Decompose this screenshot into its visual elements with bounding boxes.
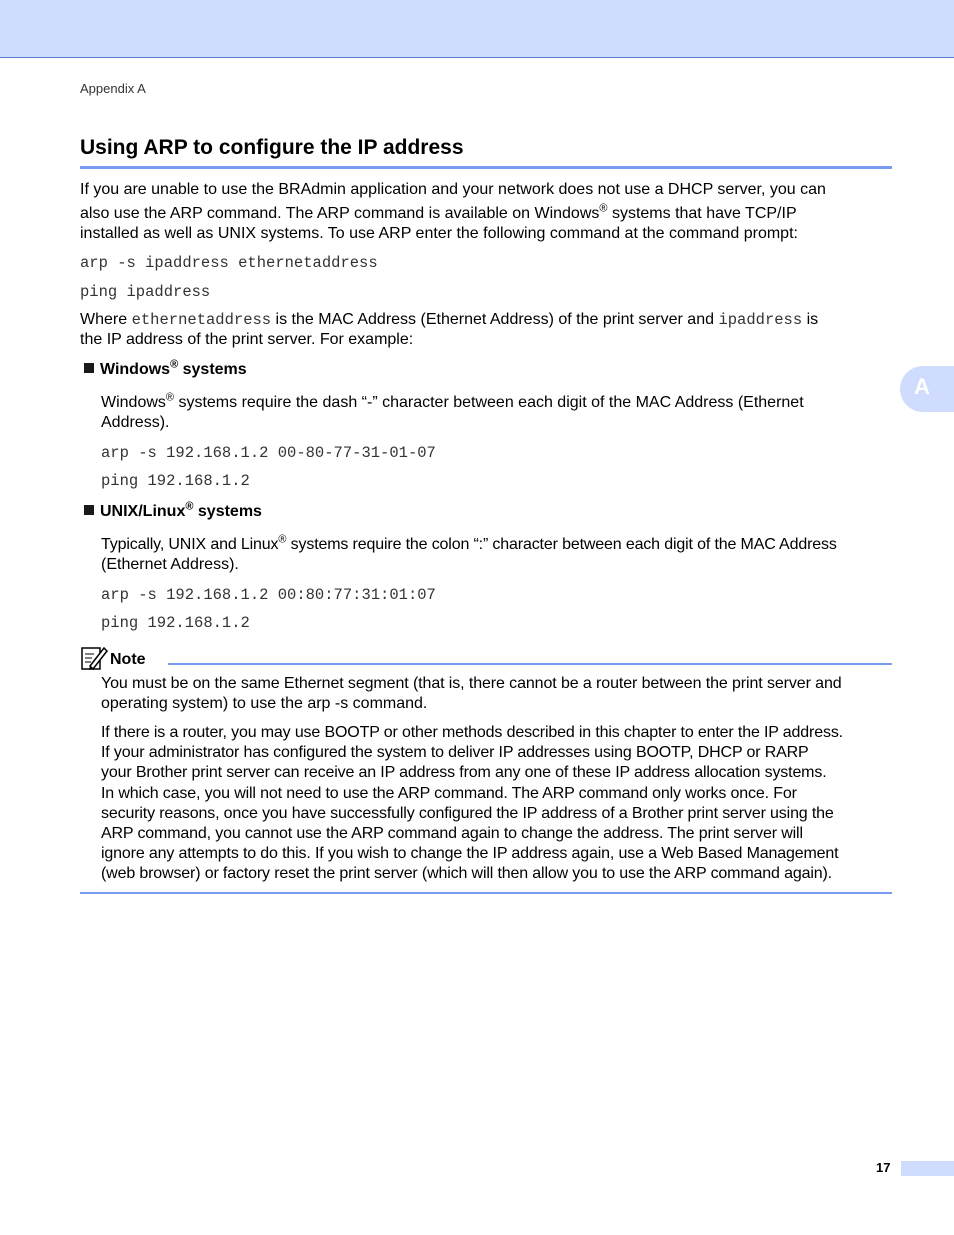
registered-mark: ® — [599, 202, 608, 215]
note-line: (web browser) or factory reset the print server (which will then allow you to use the ARP command again). — [101, 865, 832, 883]
windows-paragraph — [101, 393, 901, 433]
note-line: ignore any attempts to do this. If you wish to change the IP address again, use a Web Based Management — [101, 845, 839, 863]
heading-text: systems — [193, 503, 262, 520]
code-ping-generic: ping ipaddress — [80, 283, 211, 301]
heading-text: UNIX/Linux — [100, 503, 186, 520]
note-line: security reasons, once you have successfully configured the IP address of a Brother print server using the — [101, 804, 834, 822]
header-band — [0, 0, 954, 58]
unix-text: Typically, UNIX and Linux — [101, 536, 279, 553]
note-line: You must be on the same Ethernet segment (that is, there cannot be a router between the print server and — [101, 675, 842, 692]
code-arp-generic: arp -s ipaddress ethernetaddress — [80, 254, 378, 272]
unix-line-1 — [101, 535, 901, 555]
ipaddress-term: ipaddress — [718, 311, 803, 329]
section-title: Using ARP to configure the IP address — [80, 136, 464, 159]
code-ping-unix: ping 192.168.1.2 — [101, 614, 250, 632]
intro-text: also use the ARP command. The ARP command is available on Windows — [80, 205, 600, 223]
code-ping-windows: ping 192.168.1.2 — [101, 472, 250, 490]
unix-paragraph — [101, 535, 901, 575]
side-tab-letter: A — [914, 374, 930, 399]
bullet-square-icon — [84, 505, 94, 515]
windows-text: Windows — [101, 394, 166, 411]
note-rule — [168, 663, 892, 665]
registered-mark: ® — [278, 533, 287, 546]
note-line: your Brother print server can receive an IP address from any one of these IP address allocation systems. — [101, 764, 827, 782]
page-number-tab — [901, 1161, 954, 1176]
where-line-2: the IP address of the print server. For example: — [80, 331, 414, 349]
running-head: Appendix A — [80, 81, 146, 96]
code-arp-unix: arp -s 192.168.1.2 00:80:77:31:01:07 — [101, 586, 436, 604]
appendix-side-tab — [900, 366, 954, 412]
unix-text: systems require the colon “:” character between each digit of the MAC Address — [286, 536, 837, 553]
where-text: is — [802, 311, 819, 328]
code-arp-windows: arp -s 192.168.1.2 00-80-77-31-01-07 — [101, 444, 436, 462]
windows-heading — [84, 358, 247, 379]
where-paragraph — [80, 310, 900, 350]
registered-mark: ® — [185, 500, 194, 513]
where-text: is the MAC Address (Ethernet Address) of the print server and — [271, 311, 719, 328]
note-pencil-icon — [80, 645, 108, 671]
ethernetaddress-term: ethernetaddress — [131, 311, 272, 329]
note-paragraph-1 — [101, 674, 901, 714]
heading-text: Windows — [100, 361, 171, 378]
registered-mark: ® — [165, 391, 175, 404]
title-rule — [80, 166, 892, 169]
intro-line-1: If you are unable to use the BRAdmin application and your network does not use a DHCP server, you can — [80, 181, 826, 198]
windows-line-2: Address). — [101, 414, 170, 432]
note-line: operating system) to use the arp -s command. — [101, 695, 428, 713]
windows-line-1 — [101, 393, 901, 413]
bullet-square-icon — [84, 363, 94, 373]
heading-text: systems — [178, 361, 247, 378]
note-label: Note — [110, 651, 146, 668]
intro-line-3: installed as well as UNIX systems. To use ARP enter the following command at the command prompt: — [80, 225, 798, 243]
note-line: If there is a router, you may use BOOTP or other methods described in this chapter to enter the IP address. — [101, 724, 843, 741]
intro-text: systems that have TCP/IP — [607, 205, 797, 223]
where-line-1 — [80, 310, 900, 330]
registered-mark: ® — [170, 358, 179, 371]
unix-line-2: (Ethernet Address). — [101, 556, 239, 574]
intro-line-2 — [80, 204, 900, 224]
where-text: Where — [80, 311, 132, 328]
unix-heading — [84, 500, 262, 521]
note-end-rule — [80, 892, 892, 894]
windows-text: systems require the dash “-” character between each digit of the MAC Address (Ethernet — [174, 394, 804, 411]
intro-paragraph — [80, 180, 900, 245]
note-line: If your administrator has configured the system to deliver IP addresses using BOOTP, DHCP or RARP — [101, 744, 809, 762]
page-number: 17 — [876, 1160, 891, 1175]
note-paragraph-2 — [101, 723, 901, 885]
note-line: ARP command, you cannot use the ARP command again to change the address. The print server will — [101, 825, 803, 843]
note-line: In which case, you will not need to use the ARP command. The ARP command only works once. For — [101, 784, 797, 802]
